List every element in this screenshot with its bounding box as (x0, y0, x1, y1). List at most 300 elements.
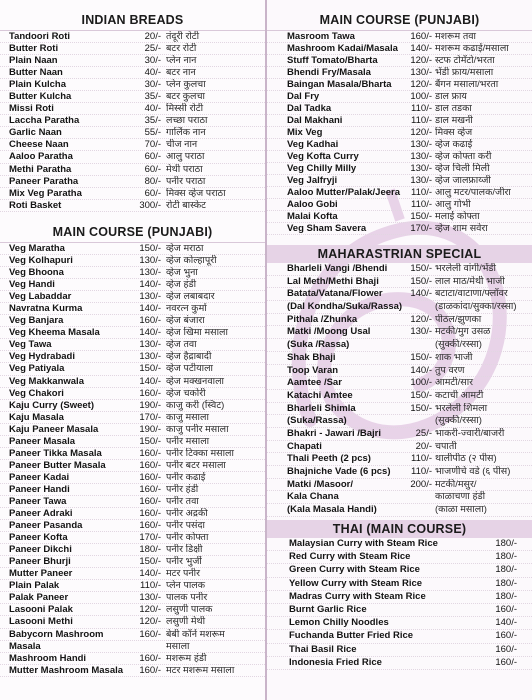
dish-price: 130/- (410, 163, 432, 174)
dish-name-hindi: आमटी/सार (435, 377, 474, 389)
dish-name: Kaju Curry (Sweet) (9, 399, 94, 411)
dish-name-hindi: पनीर पसंदा (166, 520, 205, 532)
dish-name: Green Curry with Steam Rice (289, 564, 420, 576)
dish-name-hindi: लसुणी मेथी (166, 616, 206, 628)
dish-name-hindi: मिस्सी रोटी (166, 103, 204, 115)
dish-price: 120/- (139, 604, 161, 616)
menu-item-row (267, 103, 532, 115)
menu-item-row (267, 466, 532, 479)
dish-name: Madras Curry with Steam Rice (289, 590, 426, 602)
dish-name-hindi: व्हेज शाम सवेरा (435, 223, 488, 234)
dish-name: Roti Basket (9, 199, 62, 211)
dish-price: 150/- (139, 243, 161, 254)
dish-name-hindi: पनीर कोफ्ता (166, 532, 209, 544)
thai-heading: THAI (MAIN COURSE) (267, 520, 532, 538)
dish-price: 160/- (495, 656, 517, 668)
dish-name: Paneer Paratha (9, 175, 79, 187)
menu-item-row (267, 453, 532, 466)
dish-price: 110/- (411, 466, 432, 477)
menu-item-row (267, 644, 532, 657)
menu-item-row (0, 592, 265, 604)
dish-name: Plain Kulcha (9, 79, 67, 91)
dish-price: 140/- (410, 288, 432, 300)
dish-name: (Suka /Rassa) (287, 339, 350, 351)
menu-item-row (0, 496, 265, 508)
dish-price: 160/- (139, 315, 161, 327)
main-course-right-section (267, 10, 532, 235)
dish-price: 180/- (495, 538, 517, 549)
dish-name: Mix Veg (287, 127, 323, 138)
dish-name: Thai Basil Rice (289, 643, 357, 655)
dish-price: 160/- (139, 520, 161, 532)
dish-name-hindi: व्हेज चिली मिली (435, 163, 490, 174)
dish-name-hindi: रोटी बास्केट (166, 199, 206, 211)
menu-item-row (0, 580, 265, 592)
menu-item-row (0, 641, 265, 653)
dish-name-hindi: पीठल/झुणका (435, 313, 482, 325)
right-menu-page (267, 0, 532, 700)
dish-name-hindi: बटर रोटी (166, 43, 197, 55)
menu-item-row (0, 376, 265, 388)
menu-item-row (267, 491, 532, 504)
dish-name: Mashroom Handi (9, 652, 87, 664)
dish-price: 130/- (410, 67, 432, 78)
dish-price: 180/- (139, 544, 161, 556)
menu-item-row (0, 91, 265, 103)
dish-price: 110/- (411, 115, 432, 126)
menu-item-row (0, 79, 265, 91)
menu-item-row (267, 630, 532, 643)
dish-price: 160/- (139, 508, 161, 520)
dish-price: 150/- (410, 263, 432, 274)
dish-name: Paneer Pasanda (9, 520, 83, 532)
dish-name-hindi: व्हेज मक्खनवाला (166, 375, 224, 387)
menu-item-row (267, 301, 532, 314)
dish-price: 80/- (144, 175, 161, 187)
dish-name: Dal Tadka (287, 103, 332, 114)
dish-name-hindi: पालक पनीर (166, 592, 208, 604)
dish-price: 140/- (139, 279, 161, 291)
menu-item-row (0, 568, 265, 580)
dish-name: Veg Sham Savera (287, 223, 367, 234)
menu-item-row (267, 79, 532, 91)
menu-item-row (0, 520, 265, 532)
dish-name-hindi: मशरूम कढाई/मसाला (435, 43, 509, 54)
menu-item-row (267, 604, 532, 617)
dish-name: Baingan Masala/Bharta (287, 79, 392, 90)
dish-price: 150/- (410, 351, 432, 363)
dish-price: 120/- (410, 79, 432, 90)
dish-name: Veg Labaddar (9, 291, 72, 303)
dish-name-hindi: पनीर पराठा (166, 175, 206, 187)
thai-list (267, 538, 532, 670)
dish-price: 160/- (139, 483, 161, 495)
dish-name-hindi: भाजणीचे वडे (६ पीस) (435, 466, 511, 477)
dish-name: Indonesia Fried Rice (289, 656, 382, 668)
menu-item-row (267, 139, 532, 151)
dish-name-hindi: मटर मशरूम मसाला (166, 664, 235, 676)
dish-price: 110/- (411, 199, 432, 210)
dish-name: Veg Jalfryji (287, 175, 338, 186)
dish-price: 150/- (139, 435, 161, 447)
dish-price: 130/- (139, 291, 161, 303)
menu-item-row (267, 617, 532, 630)
menu-item-row (0, 267, 265, 279)
thai-section (267, 520, 532, 670)
menu-item-row (0, 472, 265, 484)
dish-name-hindi: भाकरी-ज्वारी/बाजरी (435, 427, 505, 439)
dish-name-hindi: लच्छा पराठा (166, 115, 208, 127)
dish-name-hindi: मटर पनीर (166, 568, 201, 580)
menu-item-row (0, 176, 265, 188)
dish-name: Palak Paneer (9, 592, 69, 604)
dish-name: Bhakri - Jawari /Bajri (287, 427, 381, 439)
menu-item-row (0, 448, 265, 460)
menu-item-row (267, 288, 532, 301)
dish-name-hindi: भरलेली शिमला (435, 402, 488, 414)
dish-price: 150/- (139, 556, 161, 568)
menu-item-row (0, 556, 265, 568)
dish-name: Yellow Curry with Steam Rice (289, 577, 423, 589)
dish-name-hindi: काळाचणा हंडी (435, 491, 486, 503)
menu-item-row (0, 388, 265, 400)
dish-name: Veg Kofta Curry (287, 151, 359, 162)
dish-name: Malai Kofta (287, 211, 338, 222)
dish-name: Shak Bhaji (287, 351, 336, 363)
dish-name: Plain Palak (9, 580, 60, 592)
menu-item-row (267, 223, 532, 235)
dish-name: Mutter Paneer (9, 568, 73, 580)
dish-price: 300/- (139, 199, 161, 211)
dish-price: 160/- (139, 628, 161, 640)
dish-name-hindi: पनीर हंडी (166, 483, 199, 495)
dish-name-hindi: काजु करी (स्विट) (166, 399, 225, 411)
dish-price: 100/- (410, 91, 432, 102)
dish-name: Red Curry with Steam Rice (289, 551, 411, 563)
dish-name-hindi: पनीर डिक्षी (166, 544, 203, 556)
dish-price: 20/- (415, 440, 432, 452)
menu-item-row (267, 441, 532, 454)
dish-name: Veg Chilly Milly (287, 163, 357, 174)
dish-name-hindi: डाल तडका (435, 103, 472, 114)
main-course-right-list (267, 31, 532, 235)
dish-price: 130/- (410, 326, 432, 338)
dish-name: Tandoori Roti (9, 31, 71, 42)
dish-name: Cheese Naan (9, 139, 69, 151)
menu-item-row (0, 629, 265, 641)
dish-name: (Suka/Rassa) (287, 415, 347, 427)
dish-name: Aaloo Mutter/Palak/Jeera (287, 187, 400, 198)
dish-price: 150/- (139, 363, 161, 375)
dish-name-hindi: काजु मसाला (166, 411, 209, 423)
dish-price: 30/- (144, 79, 161, 91)
dish-name: Veg Kolhapuri (9, 255, 73, 267)
dish-name-hindi: पनीर टिक्का मसाला (166, 447, 234, 459)
dish-name-hindi: व्हेज मराठा (166, 243, 204, 254)
menu-item-row (0, 544, 265, 556)
dish-name: Paneer Kadai (9, 471, 70, 483)
dish-name-hindi: पनीर भुर्जी (166, 556, 202, 568)
dish-name-hindi: मटकी/मसुर/ (435, 478, 477, 490)
menu-item-row (0, 484, 265, 496)
menu-item-row (0, 127, 265, 139)
menu-item-row (0, 115, 265, 127)
dish-name-hindi: आलु मटर/पालक/जीरा (435, 187, 511, 198)
menu-item-row (0, 43, 265, 55)
dish-price: 160/- (495, 630, 517, 642)
dish-name-hindi: कटाची आमटी (435, 389, 484, 401)
dish-name-hindi: डाल मखनी (435, 115, 473, 126)
dish-name-hindi: (काळा मसाला) (435, 504, 487, 516)
dish-price: 160/- (139, 459, 161, 471)
dish-price: 160/- (139, 495, 161, 507)
menu-item-row (0, 243, 265, 255)
dish-name: Veg Hydrabadi (9, 351, 75, 363)
dish-name-hindi: व्हेज भुना (166, 267, 198, 279)
dish-name-hindi: काजु पनीर मसाला (166, 423, 229, 435)
dish-name: Babycorn Mashroom (9, 628, 104, 640)
menu-item-row (0, 339, 265, 351)
dish-price: 140/- (139, 327, 161, 339)
menu-item-row (267, 403, 532, 416)
dish-name: Malaysian Curry with Steam Rice (289, 538, 438, 549)
dish-name-hindi: (सुक्की/रस्सा) (435, 339, 482, 351)
dish-name: Katachi Amtee (287, 389, 353, 401)
menu-item-row (267, 352, 532, 365)
dish-name-hindi: थालीपीठ (२ पीस) (435, 453, 497, 465)
menu-item-row (267, 31, 532, 43)
menu-item-row (0, 424, 265, 436)
dish-name: Laccha Paratha (9, 115, 80, 127)
menu-item-row (267, 339, 532, 352)
dish-name-hindi: चपाती (435, 440, 457, 452)
dish-price: 140/- (139, 568, 161, 580)
dish-name: Veg Handi (9, 279, 55, 291)
dish-price: 130/- (139, 267, 161, 279)
dish-name: Veg Maratha (9, 243, 65, 254)
menu-item-row (267, 91, 532, 103)
dish-price: 110/- (411, 187, 432, 198)
dish-name: Bhendi Fry/Masala (287, 67, 371, 78)
dish-name-hindi: व्हेज लबाबदार (166, 291, 215, 303)
menu-item-row (0, 188, 265, 200)
dish-price: 130/- (410, 175, 432, 186)
dish-price: 110/- (140, 580, 161, 592)
dish-name-hindi: आलु गोभी (435, 199, 471, 210)
dish-name-hindi: व्हेज कोफ्ता करी (435, 151, 492, 162)
dish-name-hindi: लाल माठ/मेथी भाजी (435, 275, 505, 287)
dish-name-hindi: पनीर बटर मसाला (166, 459, 226, 471)
menu-item-row (0, 67, 265, 79)
dish-price: 55/- (144, 127, 161, 139)
main-course-left-heading: MAIN COURSE (PUNJABI) (0, 222, 265, 243)
menu-item-row (0, 31, 265, 43)
dish-name: Paneer Butter Masala (9, 459, 106, 471)
dish-name-hindi: व्हेज पटीयाला (166, 363, 213, 375)
maharastrian-special-heading: MAHARASTRIAN SPECIAL (267, 245, 532, 263)
dish-price: 150/- (410, 402, 432, 414)
dish-name: Paneer Kofta (9, 532, 68, 544)
menu-item-row (0, 55, 265, 67)
dish-name: Bhajniche Vade (6 pcs) (287, 466, 391, 477)
menu-item-row (0, 532, 265, 544)
dish-price: 160/- (139, 652, 161, 664)
dish-name-hindi: पनीर कढाई (166, 471, 206, 483)
maharastrian-special-section (267, 245, 532, 517)
dish-name: Paneer Tawa (9, 495, 67, 507)
dish-name: Kala Chana (287, 491, 339, 503)
dish-name-hindi: भरलेली वांगी/भेंडी (435, 263, 496, 274)
dish-price: 130/- (139, 592, 161, 604)
main-course-left-list (0, 243, 265, 677)
dish-price: 120/- (410, 55, 432, 66)
dish-price: 160/- (139, 471, 161, 483)
dish-name: Veg Makkanwala (9, 375, 84, 387)
menu-item-row (0, 151, 265, 163)
dish-name: Dal Fry (287, 91, 320, 102)
dish-price: 160/- (410, 31, 432, 42)
dish-name-hindi: मटकी/मुग उसळ (435, 326, 491, 338)
menu-item-row (267, 127, 532, 139)
dish-name: Kaju Masala (9, 411, 64, 423)
dish-name-hindi: बटाटा/वाटाणा/फ्लॉवर (435, 288, 508, 300)
dish-name-hindi: व्हेज कोल्हापूरी (166, 255, 217, 267)
dish-name: Veg Kadhai (287, 139, 339, 150)
dish-name: Burnt Garlic Rice (289, 603, 367, 615)
dish-price: 170/- (139, 532, 161, 544)
dish-name: Aaloo Gobi (287, 199, 338, 210)
menu-item-row (0, 616, 265, 628)
dish-name: Veg Bhoona (9, 267, 64, 279)
dish-name: Plain Naan (9, 55, 58, 67)
menu-item-row (267, 657, 532, 670)
dish-name-hindi: पनीर तवा (166, 495, 199, 507)
dish-name-hindi: चीज नान (166, 139, 198, 151)
dish-price: 180/- (495, 551, 517, 563)
dish-name: Veg Tawa (9, 339, 52, 351)
dish-price: 180/- (495, 577, 517, 589)
dish-name-hindi: आलु पराठा (166, 151, 205, 163)
dish-price: 140/- (410, 364, 432, 376)
menu-item-row (267, 538, 532, 551)
dish-name-hindi: व्हेज खिमा मसाला (166, 327, 228, 339)
dish-name-hindi: बैंगन मसाला/भरता (435, 79, 499, 90)
left-menu-page (0, 0, 265, 700)
dish-name-hindi: गार्लिक नान (166, 127, 206, 139)
menu-item-row (267, 591, 532, 604)
dish-name-hindi: बटर नान (166, 67, 196, 79)
dish-name-hindi: तंदूरी रोटी (166, 31, 200, 42)
dish-name: Lasooni Methi (9, 616, 73, 628)
dish-name-hindi: लसुणी पालक (166, 604, 213, 616)
menu-item-row (267, 326, 532, 339)
dish-name: Missi Roti (9, 103, 54, 115)
dish-name: Paneer Masala (9, 435, 76, 447)
dish-price: 20/- (144, 31, 161, 42)
dish-name: Butter Naan (9, 67, 63, 79)
menu-item-row (0, 103, 265, 115)
dish-price: 160/- (495, 603, 517, 615)
menu-item-row (267, 276, 532, 289)
dish-name: Batata/Vatana/Flower (287, 288, 383, 300)
dish-name-hindi: व्हेज हंडी (166, 279, 197, 291)
menu-item-row (267, 564, 532, 577)
menu-item-row (0, 665, 265, 677)
dish-name-hindi: डाल फ्राय (435, 91, 467, 102)
dish-price: 180/- (495, 564, 517, 576)
menu-item-row (267, 151, 532, 163)
dish-price: 160/- (139, 447, 161, 459)
dish-name-hindi: भेंडी फ्राय/मसाला (435, 67, 494, 78)
dish-price: 40/- (144, 67, 161, 79)
menu-item-row (0, 315, 265, 327)
dish-name-hindi: मशरूम हंडी (166, 652, 207, 664)
dish-name: Mutter Mashroom Masala (9, 664, 124, 676)
dish-price: 150/- (410, 275, 432, 287)
dish-name: Paneer Dikchi (9, 544, 72, 556)
dish-name: Aaloo Paratha (9, 151, 73, 163)
dish-price: 110/- (411, 103, 432, 114)
dish-price: 130/- (410, 151, 432, 162)
menu-item-row (0, 327, 265, 339)
menu-item-row (267, 211, 532, 223)
dish-price: 170/- (139, 411, 161, 423)
menu-item-row (0, 303, 265, 315)
dish-price: 60/- (144, 187, 161, 199)
dish-price: 150/- (410, 389, 432, 401)
dish-price: 120/- (410, 313, 432, 325)
menu-item-row (267, 390, 532, 403)
dish-name-hindi: मलाई कोफ्ता (435, 211, 480, 222)
menu-item-row (0, 460, 265, 472)
dish-price: 30/- (144, 55, 161, 67)
dish-name-hindi: व्हेज चकोरी (166, 387, 206, 399)
dish-name: Paneer Handi (9, 483, 70, 495)
menu-item-row (0, 400, 265, 412)
dish-name: Garlic Naan (9, 127, 62, 139)
dish-name-hindi: व्हेज हैद्राबादी (166, 351, 212, 363)
menu-item-row (267, 187, 532, 199)
dish-price: 120/- (410, 127, 432, 138)
menu-item-row (267, 365, 532, 378)
dish-name: Dal Makhani (287, 115, 343, 126)
menu-item-row (0, 508, 265, 520)
indian-breads-list (0, 31, 265, 212)
dish-price: 130/- (139, 255, 161, 267)
menu-item-row (267, 67, 532, 79)
dish-name: Methi Paratha (9, 163, 72, 175)
menu-item-row (0, 200, 265, 212)
dish-name: Veg Kheema Masala (9, 327, 100, 339)
dish-name-hindi: व्हेज तवा (166, 339, 197, 351)
dish-price: 140/- (410, 43, 432, 54)
menu-item-row (0, 351, 265, 363)
dish-price: 160/- (495, 643, 517, 655)
dish-name-hindi: मिक्स व्हेज पराठा (166, 187, 226, 199)
dish-name-hindi: व्हेज बंजारा (166, 315, 205, 327)
dish-name: Masala (9, 640, 41, 652)
dish-name: Veg Chakori (9, 387, 64, 399)
dish-name-hindi: स्टफ टोमॅटो/भरता (435, 55, 495, 66)
menu-item-row (0, 279, 265, 291)
menu-item-row (267, 314, 532, 327)
dish-price: 180/- (495, 590, 517, 602)
dish-name-hindi: बटर कुलचा (166, 91, 205, 103)
dish-name: (Kala Masala Handi) (287, 504, 377, 516)
dish-name: Mashroom Kadai/Masala (287, 43, 398, 54)
dish-name-hindi: मशरूम तवा (435, 31, 477, 42)
indian-breads-heading: INDIAN BREADS (0, 10, 265, 31)
